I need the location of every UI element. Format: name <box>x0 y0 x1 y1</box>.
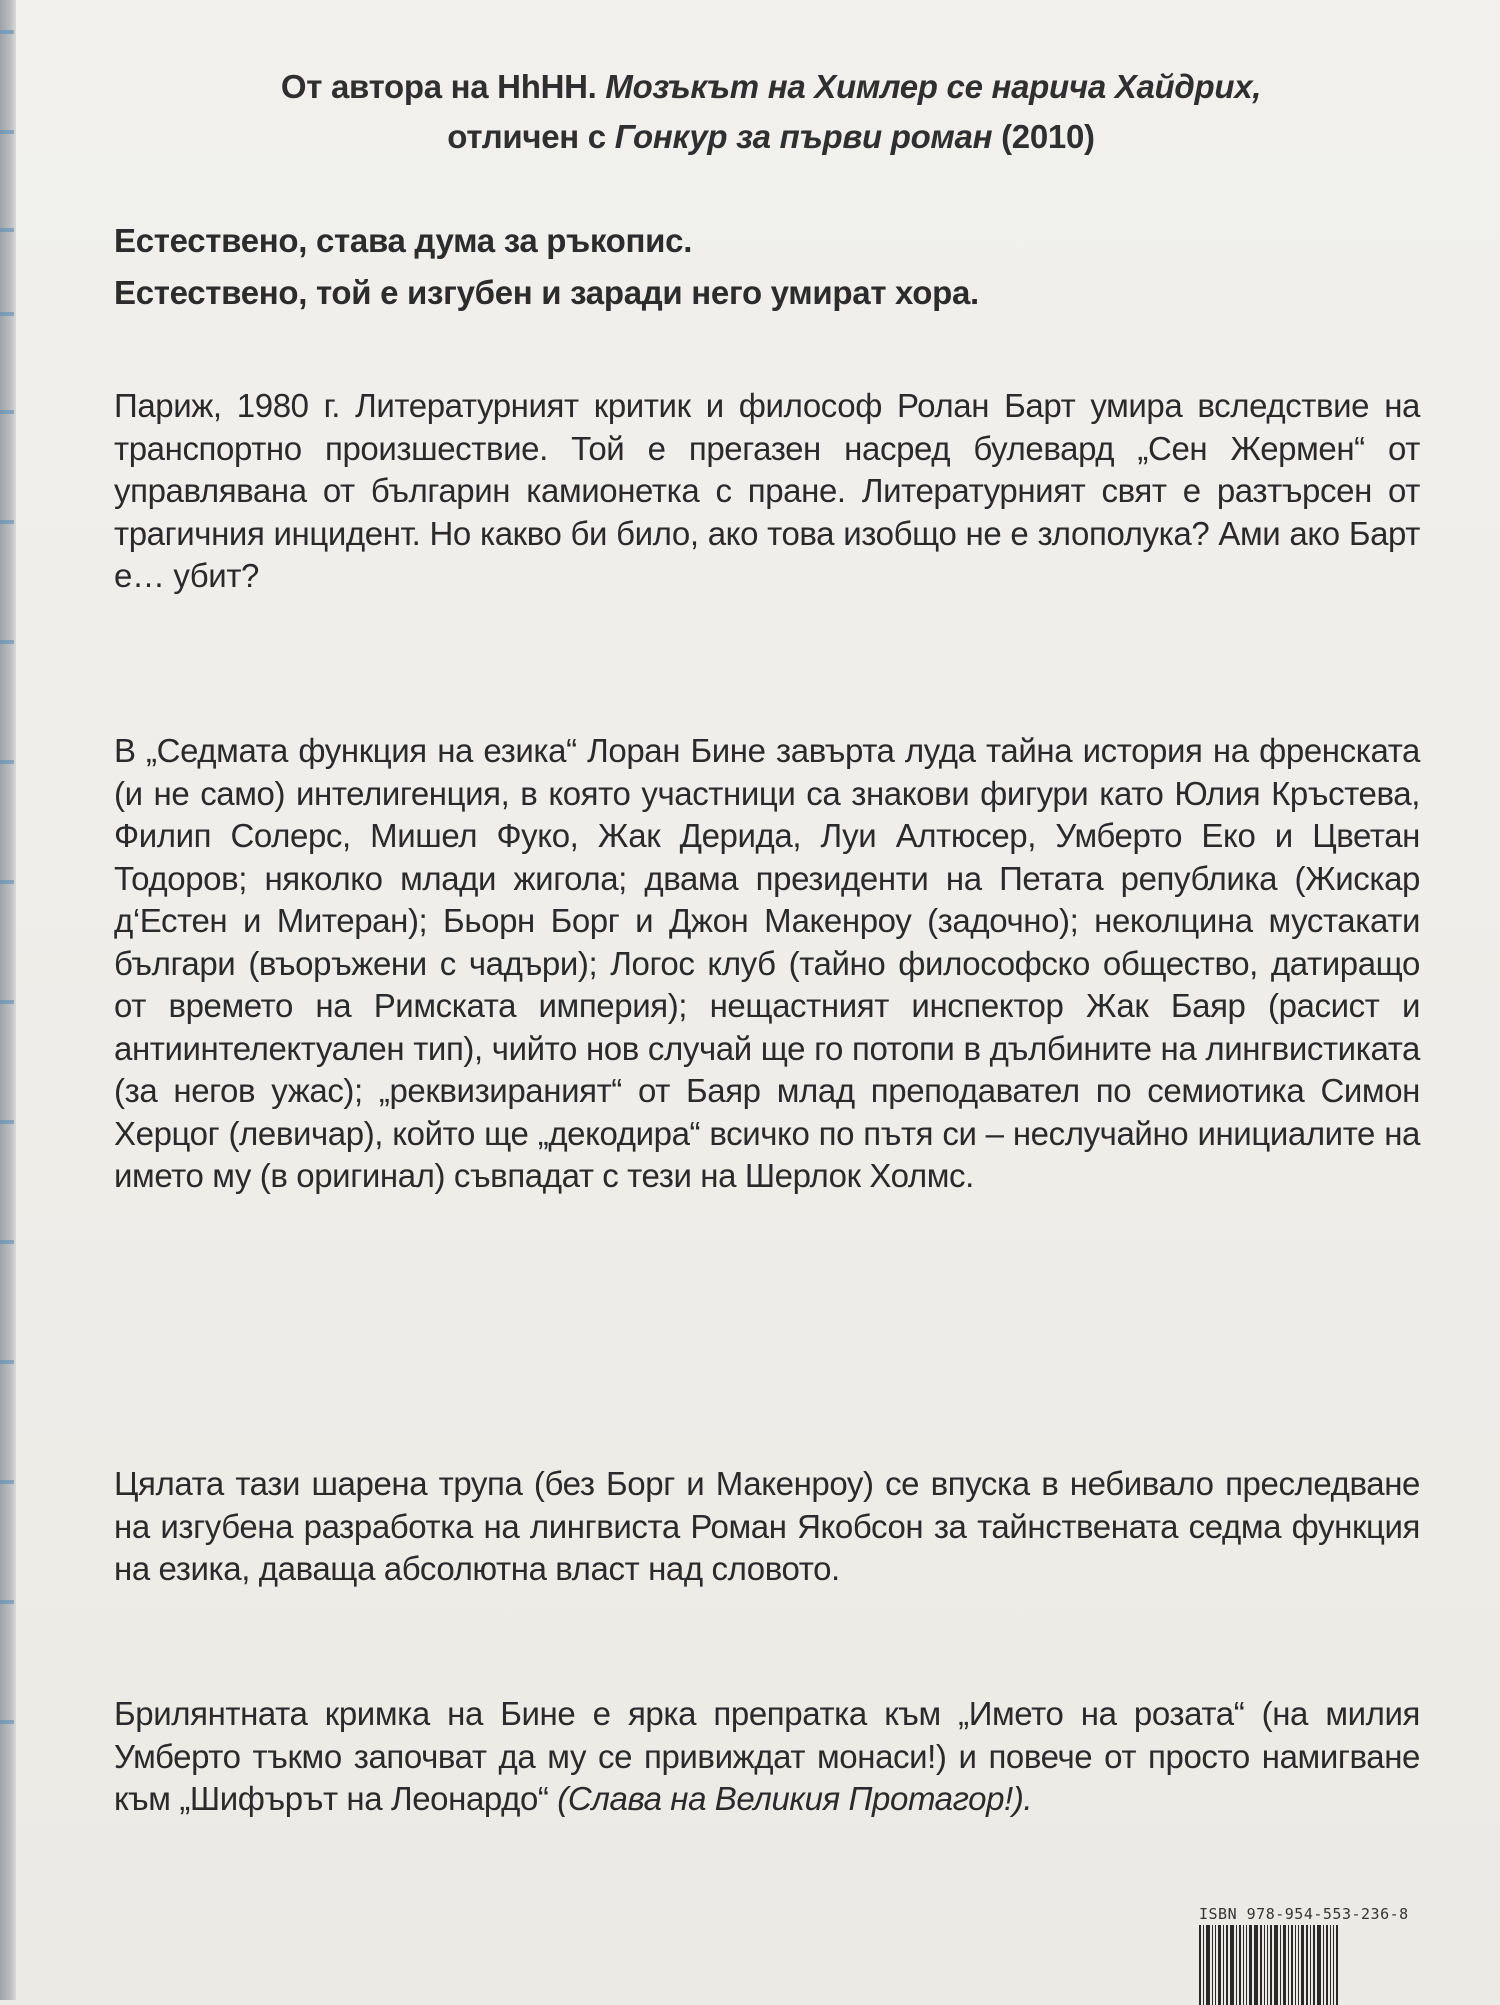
synopsis-paragraph-4-text: Брилянтната кримка на Бине е ярка препратка към „Името на розата“ (на милия Умберто тъкмо започват да му се привиждат монаси!) и повече от просто намигване към „Шифърът на Леонардо“ <box>114 1695 1420 1817</box>
barcode-bar <box>1260 1925 1262 2005</box>
barcode-bar <box>1223 1925 1224 2005</box>
barcode-bar <box>1203 1925 1204 2005</box>
barcode-bar <box>1218 1925 1221 2005</box>
spine-mark <box>0 1120 14 1124</box>
author-blurb <box>156 62 1386 162</box>
barcode-bar <box>1330 1925 1331 2005</box>
synopsis-paragraph-3: Цялата тази шарена трупа (без Борг и Макенроу) се впуска в небивало преследване на изгубена разработка на лингвиста Роман Якобсон за тайнствената седма функция на езика, даваща абсолютна власт над словото. <box>114 1465 1420 1587</box>
spine-mark <box>0 1000 14 1004</box>
synopsis-paragraph-4 <box>114 1693 1420 1821</box>
tagline <box>114 215 979 319</box>
barcode-bar <box>1264 1925 1265 2005</box>
barcode-bar <box>1226 1925 1228 2005</box>
barcode-bar <box>1306 1925 1308 2005</box>
barcode-bar <box>1243 1925 1244 2005</box>
tagline-line-2: Естествено, той е изгубен и заради него умират хора. <box>114 274 979 311</box>
spine-mark <box>0 1360 14 1364</box>
award-year: (2010) <box>992 118 1095 155</box>
barcode-bar <box>1323 1925 1324 2005</box>
spine-mark <box>0 130 14 134</box>
isbn-number: ISBN 978-954-553-236-8 <box>1199 1905 1409 1923</box>
barcode-bar <box>1288 1925 1289 2005</box>
book-back-cover <box>16 0 1500 2000</box>
barcode-bar <box>1249 1925 1252 2005</box>
barcode-bar <box>1283 1925 1286 2005</box>
closing-remark: (Слава на Великия Протагор!). <box>557 1780 1033 1817</box>
barcode-bar <box>1246 1925 1247 2005</box>
spine-mark <box>0 1600 14 1604</box>
barcode-bar <box>1291 1925 1293 2005</box>
barcode-bar <box>1333 1925 1334 2005</box>
barcode-bar <box>1310 1925 1311 2005</box>
barcode-bars <box>1199 1925 1409 2005</box>
barcode-bar <box>1254 1925 1258 2005</box>
barcode-bar <box>1212 1925 1213 2005</box>
barcode-bar <box>1298 1925 1299 2005</box>
barcode-bar <box>1270 1925 1272 2005</box>
previous-book-title: Мозъкът на Химлер се нарича Хайдрих, <box>605 68 1262 105</box>
synopsis-paragraph-2: В „Седмата функция на езика“ Лоран Бине завърта луда тайна история на френската (и не само) интелигенция, в която участници са знакови фигури като Юлия Кръстева, Филип Солерс, Мишел Фуко, Жак Дерида, Луи Алтюсер, Умберто Еко и Цветан Тодоров; няколко млади жигола; двама президенти на Петата република (Жискар д‘Естен и Митеран); Бьорн Борг и Джон Макенроу (задочно); неколцина мустакати българи (въоръжени с чадъри); Логос клуб (тайно философско общество, датиращо от времето на Римската империя); нещастният инспектор Жак Баяр (расист и антиинтелектуален тип), чийто нов случай ще го потопи в дълбините на лингвистиката (за негов ужас); „реквизираният“ от Баяр млад преподавател по семиотика Симон Херцог (левичар), който ще „декодира“ всичко по пътя си – неслучайно инициалите на името му (в оригинал) съвпадат с тези на Шерлок Холмс. <box>114 732 1420 1194</box>
spine-mark <box>0 1480 14 1484</box>
barcode-bar <box>1199 1925 1201 2005</box>
barcode-bar <box>1267 1925 1268 2005</box>
spine-mark <box>0 410 14 414</box>
spine-mark <box>0 30 14 34</box>
barcode-bar <box>1230 1925 1234 2005</box>
author-prefix: От автора на HhHH. <box>280 68 606 105</box>
tagline-line-1: Естествено, става дума за ръкопис. <box>114 222 693 259</box>
spine-mark <box>0 760 14 764</box>
author-blurb-line-1 <box>156 62 1386 112</box>
barcode-bar <box>1326 1925 1328 2005</box>
barcode-bar <box>1336 1925 1338 2005</box>
barcode-bar <box>1215 1925 1216 2005</box>
spine-mark <box>0 520 14 524</box>
spine-mark <box>0 1240 14 1244</box>
barcode-bar <box>1274 1925 1278 2005</box>
award-prefix: отличен с <box>447 118 615 155</box>
author-blurb-line-2 <box>156 112 1386 162</box>
spine-mark <box>0 228 14 232</box>
synopsis-paragraph-1: Париж, 1980 г. Литературният критик и философ Ролан Барт умира вследствие на транспортно произшествие. Той е прегазен насред булевард „Сен Жермен“ от управлявана от българин камионетка с пране. Литературният свят е разтърсен от трагичния инцидент. Но какво би било, ако това изобщо не е злополука? Ами ако Барт е… убит? <box>114 387 1420 594</box>
spine-mark <box>0 880 14 884</box>
spine-mark <box>0 640 14 644</box>
book-spine-edge <box>0 0 16 2000</box>
barcode-bar <box>1295 1925 1296 2005</box>
barcode-bar <box>1317 1925 1321 2005</box>
barcode-bar <box>1236 1925 1237 2005</box>
barcode-bar <box>1313 1925 1315 2005</box>
barcode-bar <box>1239 1925 1241 2005</box>
isbn-barcode <box>1199 1905 1409 2000</box>
barcode-bar <box>1280 1925 1281 2005</box>
award-name: Гонкур за първи роман <box>614 118 993 155</box>
barcode-bar <box>1301 1925 1304 2005</box>
spine-mark <box>0 1720 14 1724</box>
spine-mark <box>0 312 14 316</box>
barcode-bar <box>1206 1925 1210 2005</box>
